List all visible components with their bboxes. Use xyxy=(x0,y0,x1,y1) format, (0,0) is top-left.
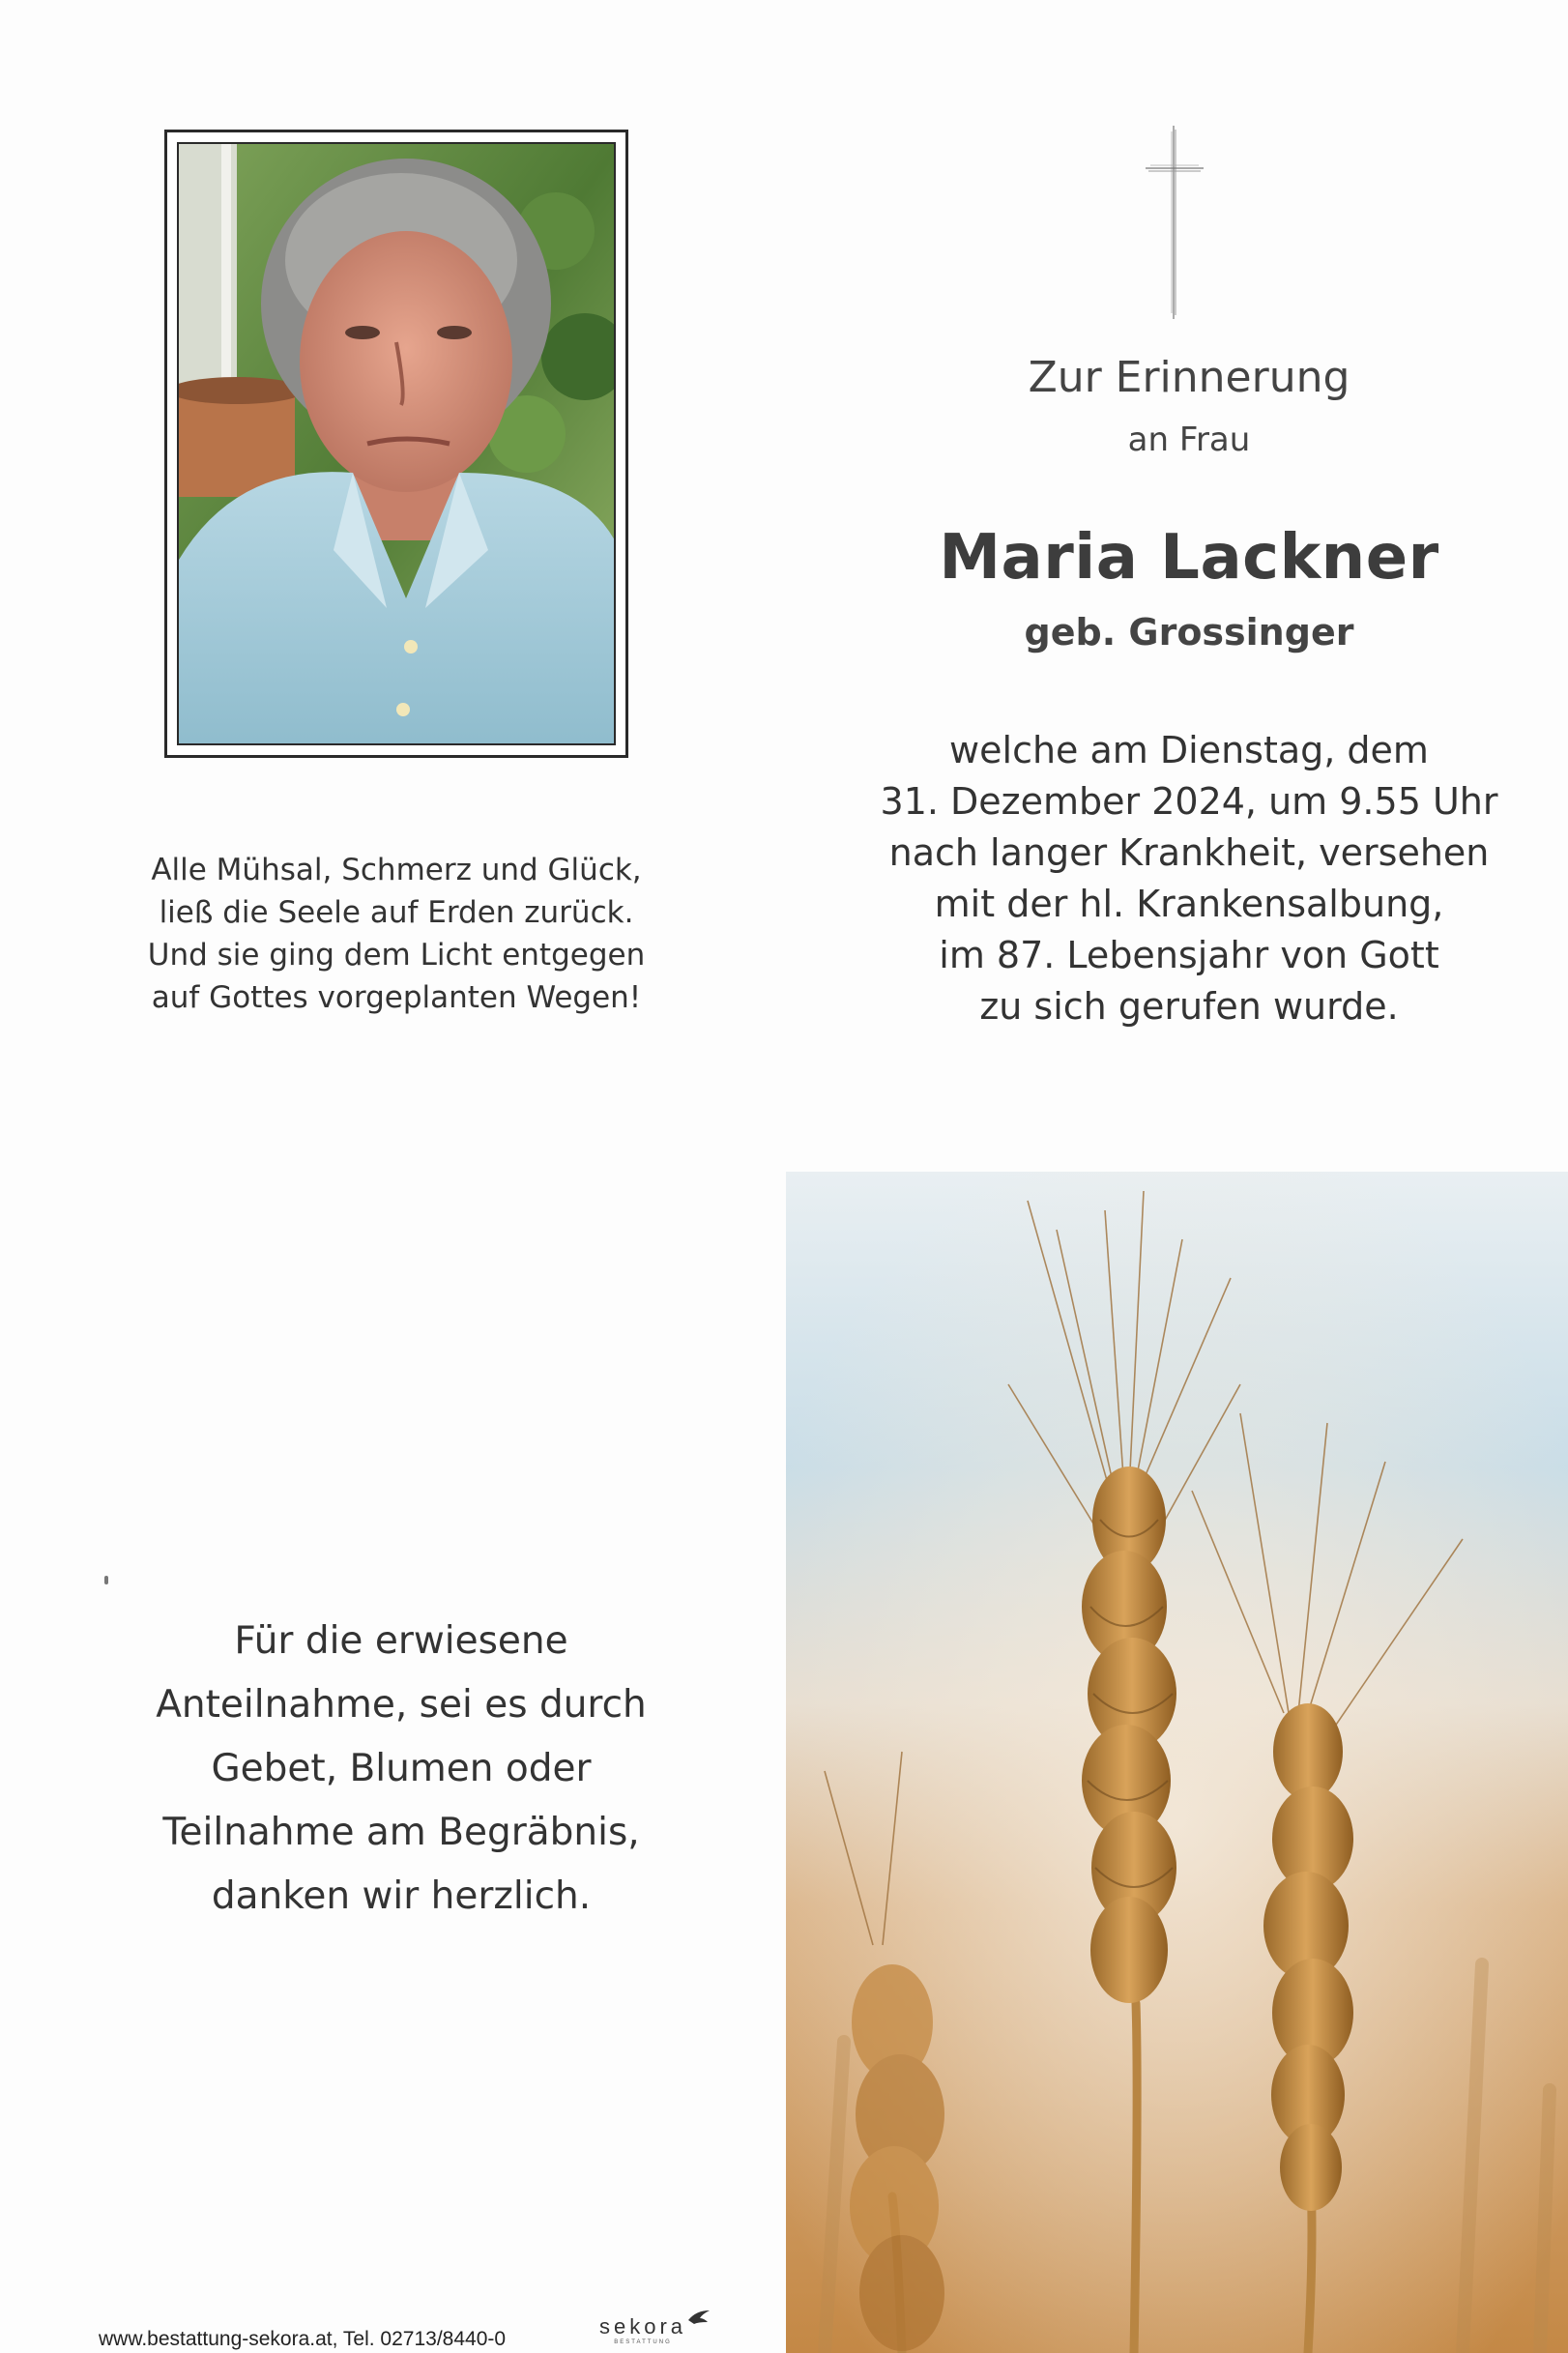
logo-subtext: BESTATTUNG xyxy=(614,2339,672,2345)
maiden-name: geb. Grossinger xyxy=(1024,611,1354,654)
death-notice-line: mit der hl. Krankensalbung, xyxy=(934,883,1444,925)
thanks-line: Gebet, Blumen oder xyxy=(211,1747,592,1790)
memorial-prefix: an Frau xyxy=(1127,421,1251,459)
speck xyxy=(104,1576,108,1584)
dove-icon xyxy=(686,2309,711,2326)
portrait-frame xyxy=(164,130,628,758)
cross-icon xyxy=(1146,126,1204,319)
verse-line: ließ die Seele auf Erden zurück. xyxy=(159,895,634,930)
verse xyxy=(106,849,686,1019)
portrait-photo xyxy=(177,142,616,745)
wheat-image xyxy=(786,1172,1568,2353)
verse-line: auf Gottes vorgeplanten Wegen! xyxy=(151,980,642,1015)
death-notice xyxy=(860,725,1518,1032)
death-notice-line: im 87. Lebensjahr von Gott xyxy=(939,934,1439,976)
thanks-line: Für die erwiesene xyxy=(234,1619,568,1663)
footer-contact: www.bestattung-sekora.at, Tel. 02713/8440-0 xyxy=(99,2328,507,2350)
death-notice-line: nach langer Krankheit, versehen xyxy=(888,831,1490,874)
deceased-name: Maria Lackner xyxy=(939,522,1439,594)
thanks-line: danken wir herzlich. xyxy=(211,1874,592,1918)
wheat-picture xyxy=(786,1172,1568,2353)
death-notice-line: zu sich gerufen wurde. xyxy=(979,985,1399,1028)
death-notice-line: 31. Dezember 2024, um 9.55 Uhr xyxy=(880,780,1498,823)
verse-line: Und sie ging dem Licht entgegen xyxy=(147,938,646,973)
logo-wordmark: sekora xyxy=(599,2314,687,2338)
memorial-title: Zur Erinnerung xyxy=(1028,353,1350,402)
portrait-image xyxy=(179,144,616,745)
thanks-line: Anteilnahme, sei es durch xyxy=(156,1683,647,1727)
verse-line: Alle Mühsal, Schmerz und Glück, xyxy=(151,853,642,887)
death-notice-line: welche am Dienstag, dem xyxy=(949,729,1429,771)
thanks-line: Teilnahme am Begräbnis, xyxy=(162,1811,640,1854)
sekora-logo xyxy=(599,2314,686,2345)
thanks-message xyxy=(106,1610,696,1929)
